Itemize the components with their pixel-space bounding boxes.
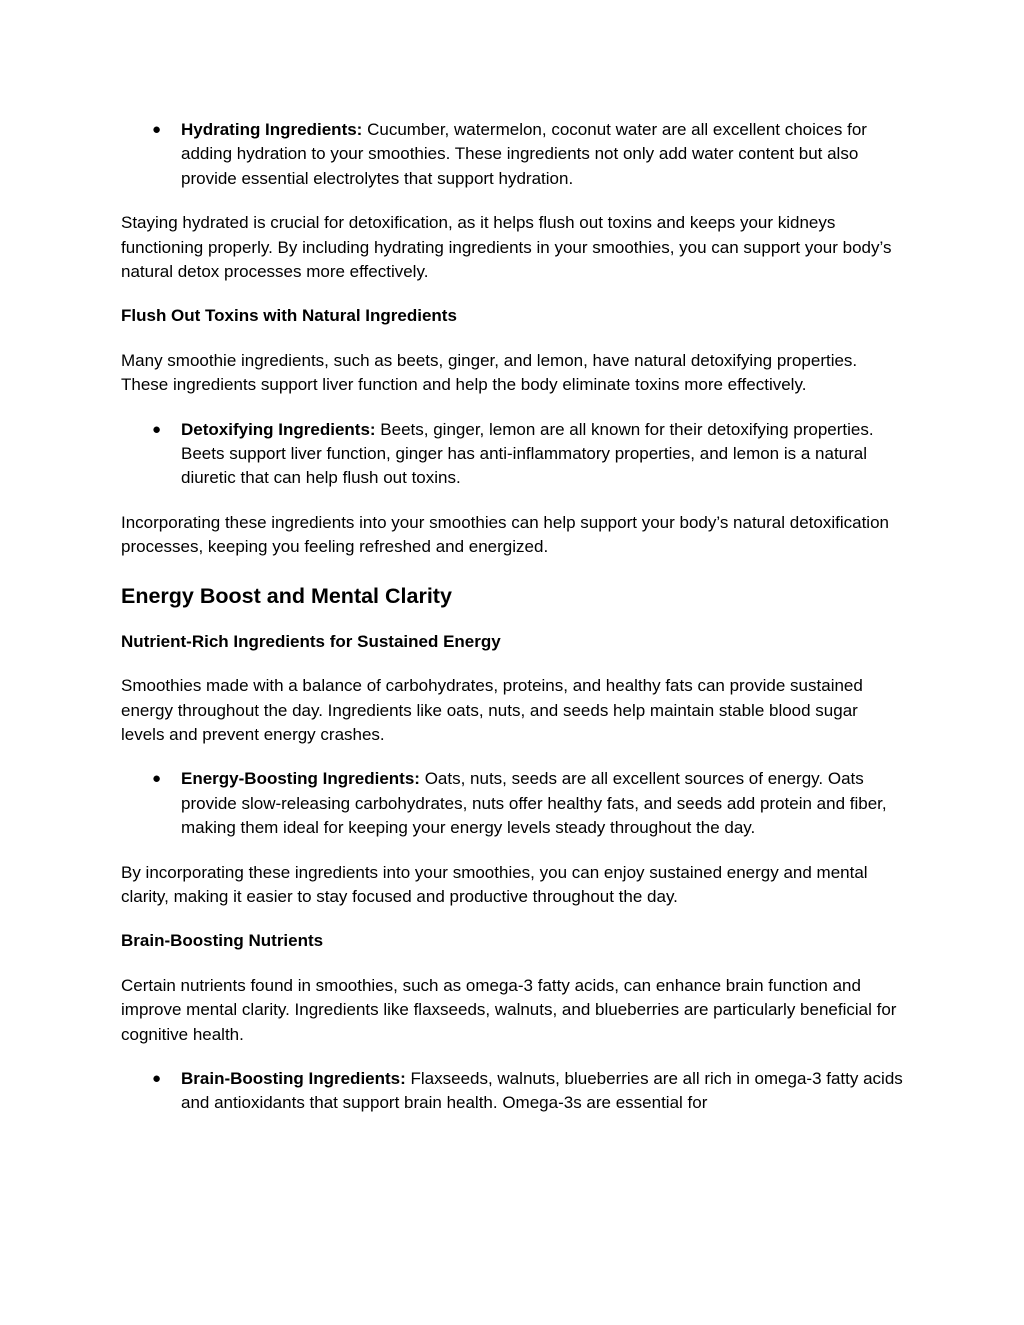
bullet-text: Oats, nuts, seeds are all excellent sources of energy. Oats provide slow-releasing carbohydrates, nuts offer healthy fats, and seeds add protein and fiber, making them ideal for keeping your energy levels steady throughout the day. [181, 769, 887, 838]
paragraph-detox-ingredients: Many smoothie ingredients, such as beets, ginger, and lemon, have natural detoxifying properties. These ingredients support liver function and help the body eliminate toxins more effectively. [121, 350, 858, 395]
paragraph-incorporating: Incorporating these ingredients into your smoothies can help support your body’s natural detoxification processes, keeping you feeling refreshed and energized. [121, 512, 889, 557]
document-page [121, 118, 905, 1116]
bullet-dot: ● [152, 420, 162, 438]
bullet-hydrating-ingredients [121, 118, 905, 191]
bullet-lead: Energy-Boosting Ingredients: [181, 769, 420, 789]
bullet-text: Beets, ginger, lemon are all known for their detoxifying properties. Beets support liver function, ginger has anti-inflammatory properties, and lemon is a natural diuretic that can help flush out toxins. [181, 419, 874, 488]
paragraph-hydration: Staying hydrated is crucial for detoxification, as it helps flush out toxins and keeps your kidneys functioning properly. By including hydrating ingredients in your smoothies, you can support your body’s natural detox processes more effectively. [121, 213, 892, 282]
paragraph-omega-3: Certain nutrients found in smoothies, such as omega-3 fatty acids, can enhance brain function and improve mental clarity. Ingredients like flaxseeds, walnuts, and blueberries are particularly beneficial for cognitive health. [121, 975, 897, 1044]
subheading-flush-out-toxins: Flush Out Toxins with Natural Ingredients [121, 306, 457, 326]
bullet-lead: Detoxifying Ingredients: [181, 419, 376, 439]
bullet-text: Cucumber, watermelon, coconut water are all excellent choices for adding hydration to your smoothies. These ingredients not only add water content but also provide essential electrolytes that support hydration. [181, 120, 867, 188]
paragraph-balanced-smoothies: Smoothies made with a balance of carbohydrates, proteins, and healthy fats can provide sustained energy throughout the day. Ingredients like oats, nuts, and seeds help maintain stable blood sugar levels and prevent energy crashes. [121, 676, 863, 744]
bullet-lead: Brain-Boosting Ingredients: [181, 1068, 406, 1088]
bullet-text: Flaxseeds, walnuts, blueberries are all rich in omega-3 fatty acids and antioxidants that support brain health. Omega-3s are essential for [181, 1068, 903, 1113]
bullet-detoxifying-ingredients [121, 418, 905, 491]
bullet-dot: ● [152, 770, 162, 788]
bullet-dot: ● [152, 1069, 162, 1087]
bullet-energy-boosting-ingredients [121, 767, 905, 840]
paragraph-mental-clarity: By incorporating these ingredients into your smoothies, you can enjoy sustained energy and mental clarity, making it easier to stay focused and productive throughout the day. [121, 862, 868, 906]
subheading-brain-boosting: Brain-Boosting Nutrients [121, 931, 324, 951]
subheading-sustained-energy: Nutrient-Rich Ingredients for Sustained Energy [121, 631, 501, 651]
bullet-brain-boosting-ingredients [121, 1067, 905, 1116]
bullet-lead: Hydrating Ingredients: [181, 120, 363, 139]
bullet-dot: ● [152, 121, 162, 138]
section-heading-energy-boost: Energy Boost and Mental Clarity [121, 583, 452, 608]
